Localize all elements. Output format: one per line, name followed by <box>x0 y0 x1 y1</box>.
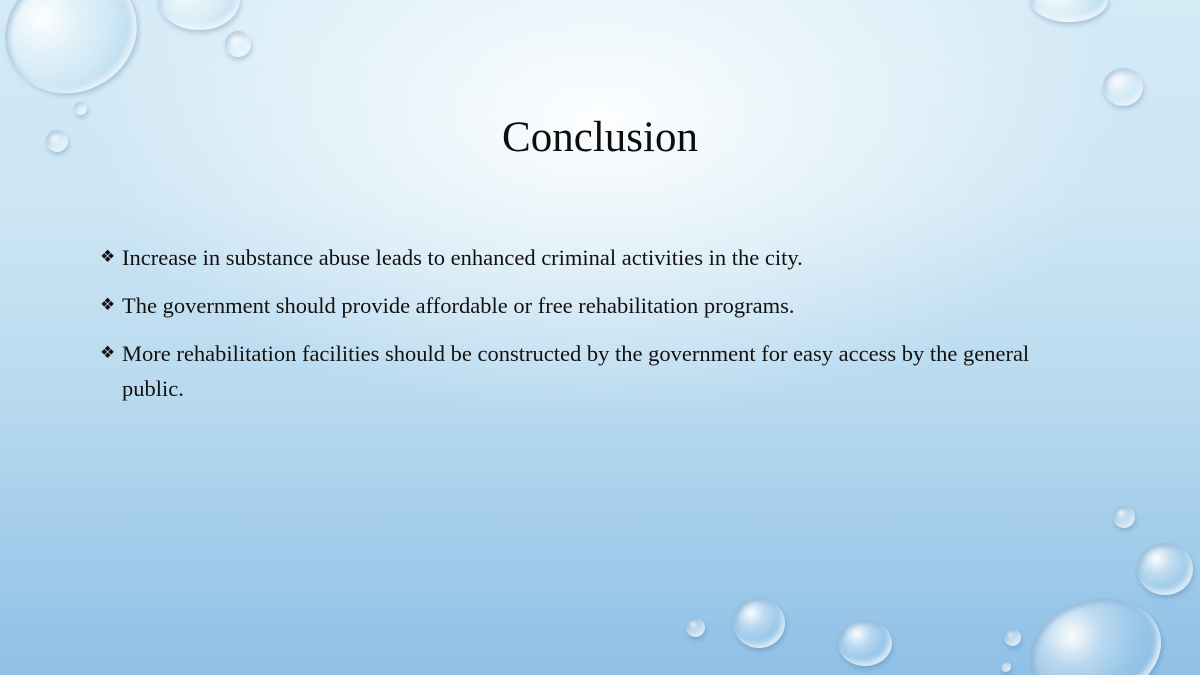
water-drop-icon <box>1001 662 1011 672</box>
water-drop-icon <box>1113 506 1135 528</box>
bullet-text: The government should provide affordable or free rehabilitation programs. <box>122 293 795 318</box>
water-drop-icon <box>1030 0 1108 22</box>
water-drop-icon <box>225 31 251 57</box>
bullet-text: Increase in substance abuse leads to enhanced criminal activities in the city. <box>122 245 803 270</box>
diamond-bullet-icon: ❖ <box>100 343 116 363</box>
water-drop-icon <box>1103 68 1143 106</box>
water-drop-icon <box>1019 585 1172 675</box>
water-drop-icon <box>158 0 240 30</box>
slide-title: Conclusion <box>502 114 698 161</box>
diamond-bullet-icon: ❖ <box>100 295 116 315</box>
water-drop-icon <box>0 0 157 115</box>
water-drop-icon <box>838 620 892 666</box>
water-drop-icon <box>686 618 705 637</box>
water-drop-icon <box>1137 543 1193 595</box>
water-drop-icon <box>1004 629 1021 646</box>
bullet-list <box>100 240 1070 419</box>
bullet-item <box>100 288 1070 323</box>
bullet-item <box>100 336 1070 406</box>
bullet-text: More rehabilitation facilities should be constructed by the government for easy access by the general public. <box>122 341 1030 401</box>
bullet-item <box>100 240 1070 275</box>
diamond-bullet-icon: ❖ <box>100 247 116 267</box>
water-drop-icon <box>733 598 785 648</box>
